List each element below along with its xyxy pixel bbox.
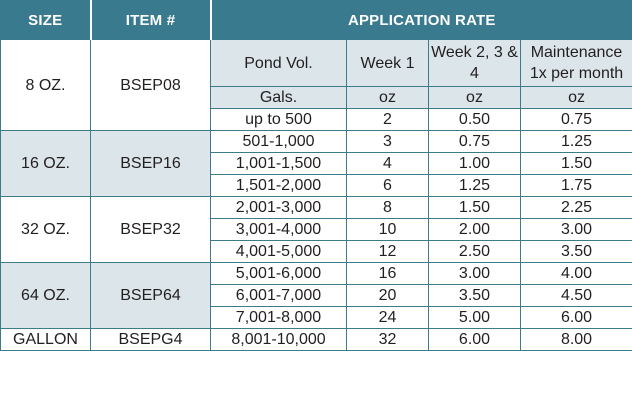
pond-vol-cell: 1,001-1,500 (211, 153, 347, 175)
size-cell: 8 OZ. (1, 40, 91, 131)
maintenance-cell: 8.00 (521, 329, 632, 351)
size-cell: GALLON (1, 329, 91, 351)
week1-cell: 4 (347, 153, 429, 175)
pond-vol-cell: 4,001-5,000 (211, 241, 347, 263)
table-row (1, 263, 632, 285)
week1-cell: 8 (347, 197, 429, 219)
week234-cell: 6.00 (429, 329, 521, 351)
item-cell: BSEP64 (91, 263, 211, 329)
table-row (1, 329, 632, 351)
units-maintenance: oz (521, 87, 632, 109)
subheader-maintenance: Maintenance 1x per month (521, 40, 632, 87)
item-cell: BSEP32 (91, 197, 211, 263)
week1-cell: 24 (347, 307, 429, 329)
maintenance-cell: 6.00 (521, 307, 632, 329)
week234-cell: 3.00 (429, 263, 521, 285)
maintenance-cell: 1.75 (521, 175, 632, 197)
week234-cell: 2.50 (429, 241, 521, 263)
week234-cell: 1.25 (429, 175, 521, 197)
week1-cell: 20 (347, 285, 429, 307)
pond-vol-cell: 5,001-6,000 (211, 263, 347, 285)
pond-vol-cell: 8,001-10,000 (211, 329, 347, 351)
item-cell: BSEPG4 (91, 329, 211, 351)
maintenance-cell: 1.25 (521, 131, 632, 153)
maintenance-cell: 1.50 (521, 153, 632, 175)
maintenance-cell: 4.00 (521, 263, 632, 285)
size-cell: 64 OZ. (1, 263, 91, 329)
week1-cell: 2 (347, 109, 429, 131)
maintenance-cell: 4.50 (521, 285, 632, 307)
week234-cell: 2.00 (429, 219, 521, 241)
header-size: SIZE (1, 1, 91, 40)
week1-cell: 10 (347, 219, 429, 241)
pond-vol-cell: 3,001-4,000 (211, 219, 347, 241)
pond-vol-cell: 501-1,000 (211, 131, 347, 153)
table-row (1, 131, 632, 153)
item-cell: BSEP08 (91, 40, 211, 131)
units-pond-vol: Gals. (211, 87, 347, 109)
maintenance-cell: 3.00 (521, 219, 632, 241)
week234-cell: 5.00 (429, 307, 521, 329)
pond-vol-cell: 2,001-3,000 (211, 197, 347, 219)
subheader-week1: Week 1 (347, 40, 429, 87)
week234-cell: 1.50 (429, 197, 521, 219)
week234-cell: 1.00 (429, 153, 521, 175)
header-item-number: ITEM # (91, 1, 211, 40)
subheader-pond-vol: Pond Vol. (211, 40, 347, 87)
table-row (1, 197, 632, 219)
pond-vol-cell: up to 500 (211, 109, 347, 131)
maintenance-cell: 3.50 (521, 241, 632, 263)
maintenance-cell: 2.25 (521, 197, 632, 219)
maintenance-cell: 0.75 (521, 109, 632, 131)
week1-cell: 3 (347, 131, 429, 153)
units-week234: oz (429, 87, 521, 109)
pond-vol-cell: 7,001-8,000 (211, 307, 347, 329)
week234-cell: 3.50 (429, 285, 521, 307)
week234-cell: 0.75 (429, 131, 521, 153)
item-cell: BSEP16 (91, 131, 211, 197)
week1-cell: 32 (347, 329, 429, 351)
size-cell: 16 OZ. (1, 131, 91, 197)
week1-cell: 12 (347, 241, 429, 263)
size-cell: 32 OZ. (1, 197, 91, 263)
pond-vol-cell: 6,001-7,000 (211, 285, 347, 307)
units-week1: oz (347, 87, 429, 109)
header-row (1, 1, 632, 40)
week234-cell: 0.50 (429, 109, 521, 131)
pond-vol-cell: 1,501-2,000 (211, 175, 347, 197)
week1-cell: 6 (347, 175, 429, 197)
header-application-rate: APPLICATION RATE (211, 1, 632, 40)
subheader-row (1, 40, 632, 87)
subheader-week234: Week 2, 3 & 4 (429, 40, 521, 87)
week1-cell: 16 (347, 263, 429, 285)
